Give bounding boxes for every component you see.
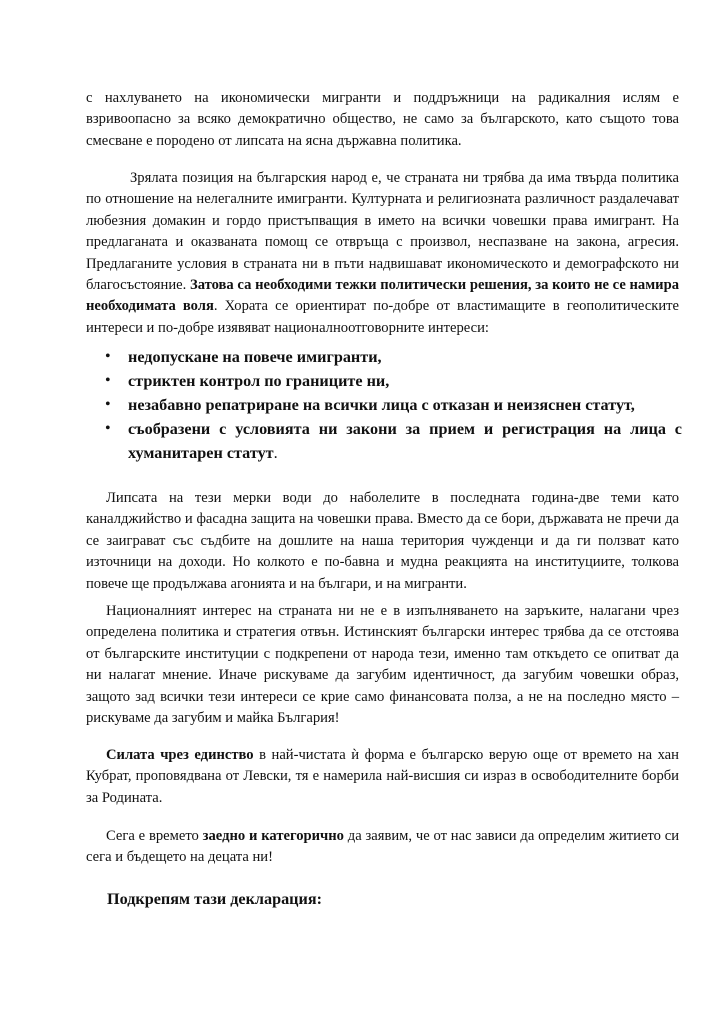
paragraph-2 [86, 168, 679, 339]
list-item-text: недопускане на повече имигранти, [128, 348, 382, 366]
list-item-text: незабавно репатриране на всички лица с отказан и неизяснен статут, [128, 396, 635, 414]
paragraph-6 [86, 826, 679, 869]
paragraph-3-text: Липсата на тези мерки води до наболелите в последната година-две теми като каналджийство и фасадна защита на човешки права. Вместо да се бори, държавата не пречи да се заиграват със съдбите на дошлите на наша територия чужденци и да ги ползват като източници на доходи. Но колкото е по-бавна и мудна реакцията на институциите, толкова повече ще продължава агонията и на българи, и на мигранти. [86, 490, 679, 592]
paragraph-1-text: с нахлуването на икономически мигранти и поддръжници на радикалния ислям е взривоопасно за всяко демократично общество, не само за българското, като същото това смесване е породено от липсата на ясна държавна политика. [86, 90, 679, 149]
paragraph-6-end: да заявим, че от нас зависи да определим житието си сега и бъдещето на децата ни! [86, 828, 679, 866]
paragraph-6-start: Сега е времето [106, 828, 203, 844]
demands-list [86, 345, 682, 465]
list-item [86, 369, 682, 393]
paragraph-4 [86, 601, 679, 729]
list-item-text: стриктен контрол по границите ни, [128, 372, 390, 390]
paragraph-5-text: в най-чистата ѝ форма е българско верую още от времето на хан Кубрат, проповядвана от Левски, тя е намерила най-висшия си израз в освободителните борби за Родината. [86, 747, 679, 806]
declaration-support-heading: Подкрепям тази декларация: [107, 890, 322, 908]
paragraph-2-text: Зрялата позиция на българския народ е, че страната ни трябва да има твърда политика по отношение на нелегалните имигранти. Културната и религиозната различност раздалечават любезния домакин и гордо пристъпващия в името на всички човешки права имигрант. На предлаганата и оказваната помощ се отвръща с произвол, неспазване на закона, агресия. Предлаганите условия в страната ни в пъти надвишават икономическото и демографското ни благосъстояние. [86, 170, 679, 294]
paragraph-2-bold: Затова са необходими тежки политически решения, за които не се намира необходимата воля [86, 277, 679, 315]
paragraph-4-text: Националният интерес на страната ни не е в изпълняването на заръките, налагани чрез определена политика и стратегия отвън. Истинският български интерес трябва да се отстоява от българските институции с подкрепени от народа тези, именно там откъдето се опитват да ни налагат мнение. Иначе рискуваме да загубим идентичност, да загубим човешки образ, защото зад всички тези интереси се крие само финансовата полза, а не на последно място – рискуваме да загубим и майка България! [86, 603, 679, 727]
list-item-tail: . [273, 444, 278, 462]
bullet-icon: • [105, 372, 111, 389]
list-item-text: съобразени с условията ни закони за прием и регистрация на лица с хуманитарен статут [128, 420, 682, 462]
paragraph-2-tail: . Хората се ориентират по-добре от властимащите в геополитическите интереси и по-добре изявяват националноотговорните интереси: [86, 298, 680, 336]
list-item [86, 417, 682, 465]
list-item [86, 345, 682, 369]
paragraph-5 [86, 745, 679, 809]
bullet-icon: • [105, 396, 111, 413]
paragraph-3 [86, 488, 679, 595]
bullet-icon: • [105, 420, 111, 437]
bullet-icon: • [105, 348, 111, 365]
paragraph-5-bold: Силата чрез единство [106, 747, 254, 763]
list-item [86, 393, 682, 417]
paragraph-1 [86, 88, 679, 152]
paragraph-6-bold: заедно и категорично [202, 828, 344, 844]
